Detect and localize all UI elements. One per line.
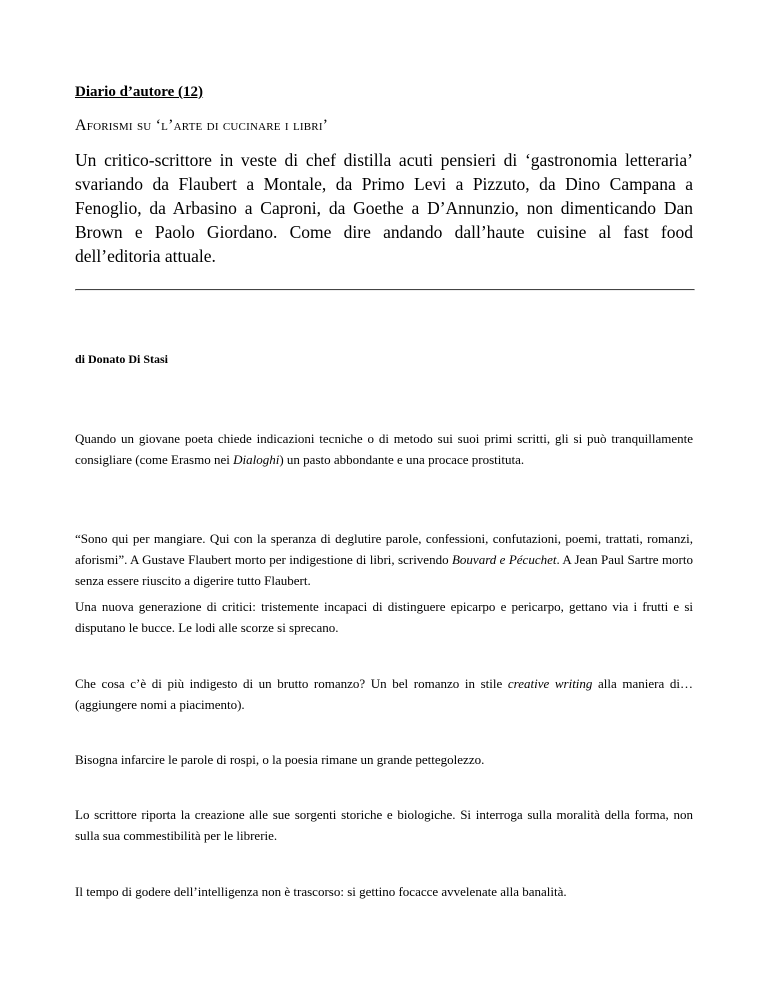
italic-phrase: creative writing [507, 676, 593, 691]
author-byline: di Donato Di Stasi [75, 352, 169, 366]
separator-rule [75, 289, 695, 291]
italic-title: Dialoghi [233, 452, 280, 467]
aphorism-text: . A Jean Paul Sartre morto senza essere riuscito a digerire tutto Flaubert. [75, 552, 693, 588]
aphorism-paragraph [75, 673, 693, 715]
aphorism-paragraph [75, 428, 693, 470]
aphorism-text: ) un pasto abbondante e una procace prostituta. [279, 452, 525, 467]
aphorism-paragraph: Una nuova generazione di critici: tristemente incapaci di distinguere epicarpo e pericarpo, gettano via i frutti e si disputano le bucce. Le lodi alle scorze si sprecano. [75, 599, 693, 635]
aphorism-paragraph: Lo scrittore riporta la creazione alle sue sorgenti storiche e biologiche. Si interroga sulla moralità della forma, non sulla sua commestibilità per le librerie. [75, 807, 693, 843]
aphorism-paragraph: Il tempo di godere dell’intelligenza non è trascorso: si gettino focacce avvelenate alla banalità. [75, 884, 567, 899]
aphorism-text: Che cosa c’è di più indigesto di un brutto romanzo? Un bel romanzo in stile [75, 676, 508, 691]
section-title: Aforismi su ‘l’arte di cucinare i libri’ [75, 117, 329, 134]
diary-title: Diario d’autore (12) [75, 84, 204, 100]
aphorism-text: Quando un giovane poeta chiede indicazioni tecniche o di metodo sui suoi primi scritti, gli si può tranquillamente consigliare (come Erasmo nei [75, 431, 693, 467]
aphorism-text: “Sono qui per mangiare. Qui con la speranza di deglutire parole, confessioni, confutazioni, poemi, trattati, romanzi, aforismi”. A Gustave Flaubert morto per indigestione di libri, scrivendo [75, 531, 693, 567]
italic-title: Bouvard e Pécuchet [451, 552, 557, 567]
aphorism-paragraph: Bisogna infarcire le parole di rospi, o la poesia rimane un grande pettegolezzo. [75, 752, 485, 767]
aphorism-text: alla maniera di… (aggiungere nomi a piacimento). [75, 676, 693, 712]
lead-paragraph: Un critico-scrittore in veste di chef distilla acuti pensieri di ‘gastronomia letteraria’ svariando da Flaubert a Montale, da Primo Levi a Pizzuto, da Dino Campana a Fenoglio, da Arbasino a Caproni, da Goethe a D’Annunzio, non dimenticando Dan Brown e Paolo Giordano. Come dire andando dall’haute cuisine al fast food dell’editoria attuale. [75, 150, 693, 266]
aphorism-paragraph [75, 528, 693, 591]
